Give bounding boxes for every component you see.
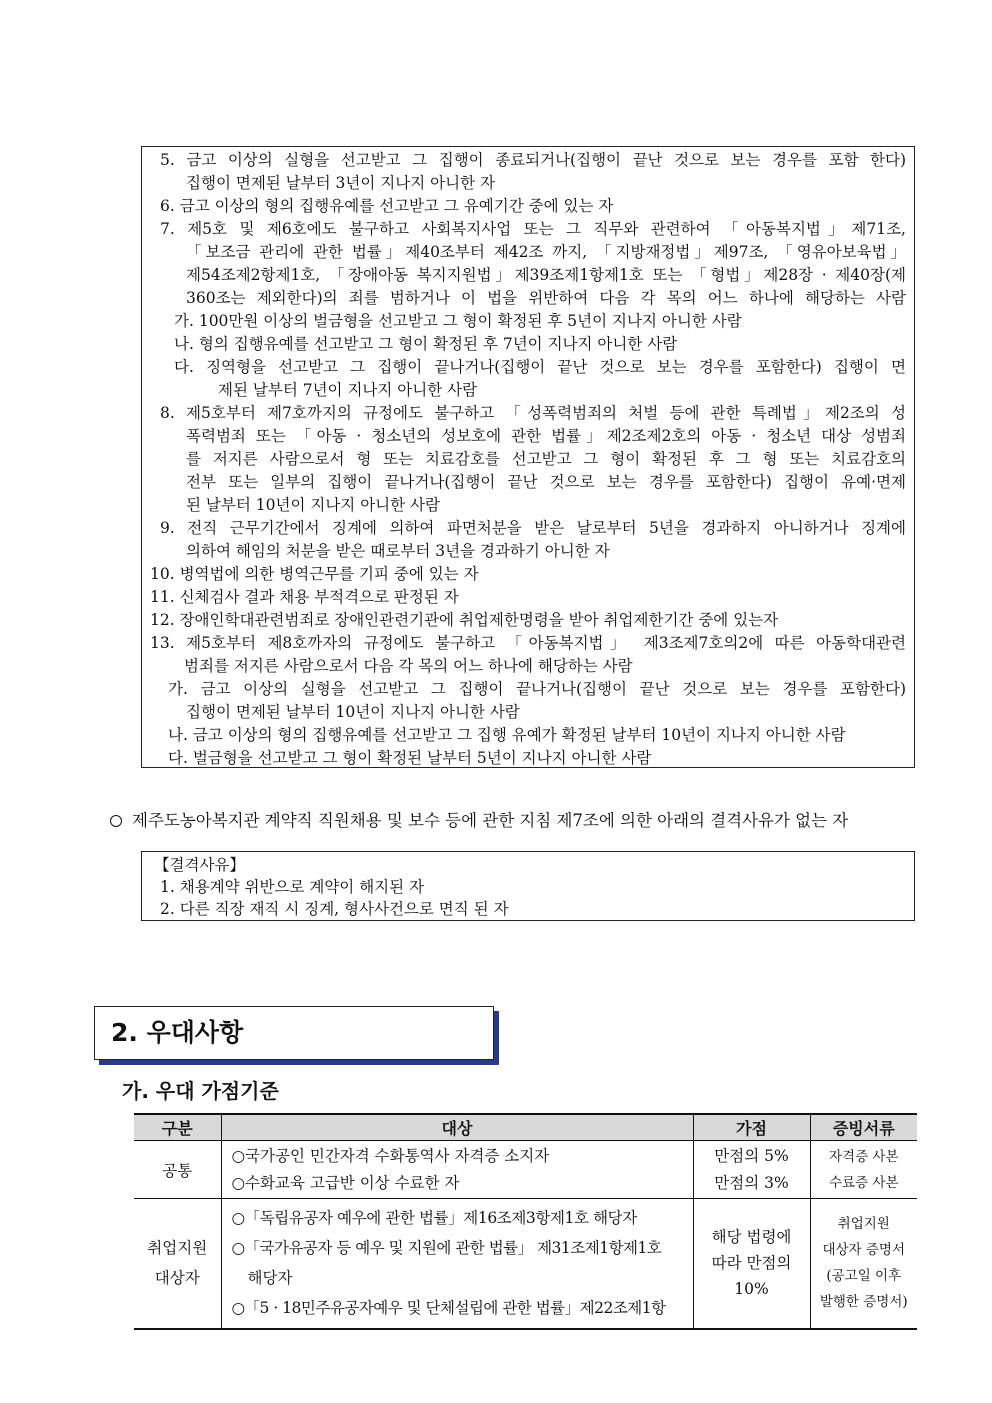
header-category: 구분 <box>134 1114 221 1141</box>
section-title: 2. 우대사항 <box>111 1018 244 1047</box>
guideline-note <box>110 809 910 833</box>
list-item-7-cont: 제54조제2항제1호, 「장애아동 복지지원법」제39조제1항제1호 또는 「형법」제28장 · 제40장(제 <box>186 266 906 284</box>
cell-points <box>693 1199 810 1329</box>
cell-documents <box>810 1141 917 1199</box>
document-line: (공고일 이후 <box>826 1268 902 1285</box>
list-item-5-cont: 집행이 면제된 날부터 3년이 지나지 아니한 자 <box>186 174 495 192</box>
header-documents: 증빙서류 <box>810 1114 917 1141</box>
cell-category <box>134 1199 221 1329</box>
subsection-title: 가. 우대 가점기준 <box>122 1079 279 1103</box>
list-subitem-7-na: 나. 형의 집행유예를 선고받고 그 형이 확정된 후 7년이 지나지 아니한 사람 <box>174 335 678 353</box>
table-row <box>134 1141 917 1199</box>
document-line: 취업지원 <box>837 1216 890 1233</box>
header-points: 가점 <box>693 1114 810 1141</box>
list-subitem-7-da: 다. 징역형을 선고받고 그 집행이 끝나거나(집행이 끝난 것으로 보는 경우를 포함한다) 집행이 면 <box>174 358 906 376</box>
list-item-12: 12. 장애인학대관련범죄로 장애인관련기관에 취업제한명령을 받아 취업제한기간 중에 있는자 <box>150 611 779 629</box>
document-line: 대상자 증명서 <box>822 1242 906 1259</box>
reason-item: 2. 다른 직장 재직 시 징계, 형사사건으로 면직 된 자 <box>160 900 509 918</box>
list-item-7-cont: 「보조금 관리에 관한 법률」제40조부터 제42조 까지, 「지방재정법」제97조, 「영유아보육법」 <box>186 243 906 261</box>
document-line: 발행한 증명서) <box>819 1294 908 1311</box>
preference-table <box>134 1113 917 1330</box>
list-subitem-13-na: 나. 금고 이상의 형의 집행유예를 선고받고 그 집행 유예가 확정된 날부터 10년이 지나지 아니한 사람 <box>168 726 846 744</box>
list-item-13-cont: 범죄를 저지른 사람으로서 다음 각 목의 어느 하나에 해당하는 사람 <box>184 657 633 675</box>
target-item: ○국가공인 민간자격 수화통역사 자격증 소지자 <box>231 1146 550 1165</box>
list-subitem-7-ga: 가. 100만원 이상의 벌금형을 선고받고 그 형이 확정된 후 5년이 지나지 아니한 사람 <box>174 312 742 330</box>
cell-targets <box>221 1141 693 1199</box>
reason-item: 1. 채용계약 위반으로 계약이 해지된 자 <box>160 878 425 896</box>
target-item: ○「5 · 18민주유공자예우 및 단체설립에 관한 법률」제22조제1항 <box>231 1299 666 1318</box>
points-line: 따라 만점의 <box>711 1254 792 1273</box>
document-item: 수료증 사본 <box>829 1174 899 1191</box>
reasons-title: 【결격사유】 <box>154 856 245 874</box>
points-value: 만점의 3% <box>714 1173 789 1192</box>
cell-points <box>693 1141 810 1199</box>
list-item-8-cont: 된 날부터 10년이 지나지 아니한 사람 <box>186 496 440 514</box>
points-value: 만점의 5% <box>714 1146 789 1165</box>
table-header-row <box>134 1114 917 1141</box>
target-item-cont: 해당자 <box>247 1269 293 1288</box>
target-item: ○「독립유공자 예우에 관한 법률」제16조제3항제1호 해당자 <box>231 1209 637 1228</box>
disqualification-box <box>141 146 915 768</box>
document-item: 자격증 사본 <box>829 1148 899 1165</box>
list-subitem-7-da-cont: 제된 날부터 7년이 지나지 아니한 사람 <box>218 381 478 399</box>
category-line: 취업지원 <box>147 1239 208 1258</box>
list-item-8-cont: 전부 또는 일부의 집행이 끝나거나(집행이 끝난 것으로 보는 경우를 포함한다) 집행이 유예·면제 <box>186 473 906 491</box>
list-item-8: 8. 제5호부터 제7호까지의 규정에도 불구하고 「성폭력범죄의 처벌 등에 관한 특례법」제2조의 성 <box>160 404 906 422</box>
points-line: 해당 법령에 <box>711 1228 792 1247</box>
list-subitem-13-da: 다. 벌금형을 선고받고 그 형이 확정된 날부터 5년이 지나지 아니한 사람 <box>168 749 652 767</box>
list-item-8-cont: 를 저지른 사람으로서 형 또는 치료감호를 선고받고 그 형이 확정된 후 그 형 또는 치료감호의 <box>186 450 906 468</box>
header-target: 대상 <box>221 1114 693 1141</box>
list-item-9-cont: 의하여 해임의 처분을 받은 때로부터 3년을 경과하기 아니한 자 <box>186 542 610 560</box>
circle-bullet-icon <box>110 815 122 827</box>
points-line: 10% <box>734 1280 769 1299</box>
category-line: 대상자 <box>154 1269 200 1288</box>
list-item-13: 13. 제5호부터 제8호까자의 규정에도 불구하고 「아동복지법」 제3조제7호의2에 따른 아동학대관련 <box>150 634 906 652</box>
cell-documents <box>810 1199 917 1329</box>
guideline-note-text: 제주도농아복지관 계약직 직원채용 및 보수 등에 관한 지침 제7조에 의한 아래의 결격사유가 없는 자 <box>132 811 849 830</box>
list-item-7: 7. 제5호 및 제6호에도 불구하고 사회복지사업 또는 그 직무와 관련하여 「아동복지법」제71조, <box>160 220 906 238</box>
target-item: ○수화교육 고급반 이상 수료한 자 <box>231 1173 460 1192</box>
list-item-8-cont: 폭력범죄 또는 「아동 · 청소년의 성보호에 관한 법률」제2조제2호의 아동 · 청소년 대상 성범죄 <box>186 427 906 445</box>
list-item-7-cont: 360조는 제외한다)의 죄를 범하거나 이 법을 위반하여 다음 각 목의 어느 하나에 해당하는 사람 <box>186 289 906 307</box>
section-header <box>94 1006 494 1060</box>
list-item-5: 5. 금고 이상의 실형을 선고받고 그 집행이 종료되거나(집행이 끝난 것으로 보는 경우를 포함 한다) <box>160 151 906 169</box>
cell-targets <box>221 1199 693 1329</box>
list-subitem-13-ga: 가. 금고 이상의 실형을 선고받고 그 집행이 끝나거나(집행이 끝난 것으로 보는 경우를 포함한다) <box>168 680 906 698</box>
list-item-9: 9. 전직 근무기간에서 징계에 의하여 파면처분을 받은 날로부터 5년을 경과하지 아니하거나 징계에 <box>160 519 906 537</box>
list-item-6: 6. 금고 이상의 형의 집행유예를 선고받고 그 유예기간 중에 있는 자 <box>160 197 614 215</box>
list-item-10: 10. 병역법에 의한 병역근무를 기피 중에 있는 자 <box>150 565 479 583</box>
reasons-box <box>141 851 915 921</box>
section-header-box <box>94 1006 494 1060</box>
list-item-11: 11. 신체검사 결과 채용 부적격으로 판정된 자 <box>150 588 459 606</box>
list-subitem-13-ga-cont: 집행이 면제된 날부터 10년이 지나지 아니한 사람 <box>186 703 520 721</box>
table-row <box>134 1199 917 1329</box>
cell-category: 공통 <box>134 1141 221 1199</box>
target-item: ○「국가유공자 등 예우 및 지원에 관한 법률」 제31조제1항제1호 <box>231 1239 662 1258</box>
